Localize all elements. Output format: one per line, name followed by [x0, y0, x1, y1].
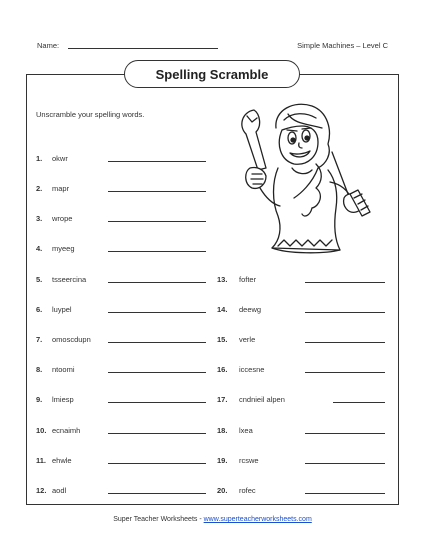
list-item	[217, 392, 387, 404]
item-number: 10.	[36, 426, 47, 435]
scrambled-word: ntoomi	[52, 365, 75, 374]
scrambled-word: mapr	[52, 184, 70, 193]
girl-with-wrench-and-screwdriver-icon	[232, 98, 382, 258]
answer-line[interactable]	[333, 402, 385, 403]
list-item	[217, 483, 387, 495]
answer-line[interactable]	[108, 251, 206, 252]
item-number: 4.	[36, 244, 43, 253]
scrambled-word: verle	[239, 335, 256, 344]
scrambled-word: rcswe	[239, 456, 259, 465]
answer-line[interactable]	[108, 312, 206, 313]
list-item	[36, 181, 208, 193]
scrambled-word: ehwle	[52, 456, 72, 465]
answer-line[interactable]	[305, 342, 385, 343]
list-item	[217, 302, 387, 314]
answer-line[interactable]	[305, 463, 385, 464]
list-item	[36, 151, 208, 163]
scrambled-word: luypel	[52, 305, 72, 314]
scrambled-word: lxea	[239, 426, 253, 435]
answer-line[interactable]	[108, 433, 206, 434]
item-number: 18.	[217, 426, 228, 435]
answer-line[interactable]	[305, 282, 385, 283]
worksheet-title: Spelling Scramble	[124, 60, 300, 88]
item-number: 3.	[36, 214, 43, 223]
answer-line[interactable]	[108, 463, 206, 464]
item-number: 1.	[36, 154, 43, 163]
scrambled-word: iccesne	[239, 365, 265, 374]
item-number: 20.	[217, 486, 228, 495]
item-number: 11.	[36, 456, 47, 465]
list-item	[36, 332, 208, 344]
answer-line[interactable]	[108, 191, 206, 192]
item-number: 16.	[217, 365, 228, 374]
footer-site-link[interactable]: www.superteacherworksheets.com	[203, 516, 312, 523]
item-number: 14.	[217, 305, 228, 314]
list-item	[217, 362, 387, 374]
list-item	[36, 453, 208, 465]
answer-line[interactable]	[108, 372, 206, 373]
scrambled-word: ecnaimh	[52, 426, 81, 435]
list-item	[36, 362, 208, 374]
list-item	[36, 211, 208, 223]
list-item	[36, 392, 208, 404]
answer-line[interactable]	[108, 221, 206, 222]
scrambled-word: wrope	[52, 214, 73, 223]
item-number: 9.	[36, 395, 43, 404]
answer-line[interactable]	[108, 282, 206, 283]
item-number: 17.	[217, 395, 228, 404]
item-number: 8.	[36, 365, 43, 374]
scrambled-word: cndnieil alpen	[239, 395, 285, 404]
scrambled-word: myeeg	[52, 244, 75, 253]
scrambled-word: aodl	[52, 486, 67, 495]
item-number: 12.	[36, 486, 47, 495]
scrambled-word: omoscdupn	[52, 335, 91, 344]
item-number: 6.	[36, 305, 43, 314]
list-item	[217, 453, 387, 465]
scrambled-word: fofter	[239, 275, 257, 284]
item-number: 19.	[217, 456, 228, 465]
list-item	[217, 423, 387, 435]
list-item	[36, 483, 208, 495]
name-write-line[interactable]	[68, 48, 218, 49]
answer-line[interactable]	[305, 312, 385, 313]
item-number: 15.	[217, 335, 228, 344]
list-item	[36, 302, 208, 314]
list-item	[36, 423, 208, 435]
answer-line[interactable]	[108, 342, 206, 343]
worksheet-subject: Simple Machines – Level C	[297, 41, 388, 50]
footer	[0, 516, 425, 523]
answer-line[interactable]	[305, 433, 385, 434]
scrambled-word: tsseercina	[52, 275, 87, 284]
list-item	[217, 272, 387, 284]
scrambled-word: deewg	[239, 305, 262, 314]
scrambled-word: rofec	[239, 486, 256, 495]
answer-line[interactable]	[108, 161, 206, 162]
name-label: Name:	[37, 41, 60, 50]
footer-credit: Super Teacher Worksheets -	[113, 516, 204, 523]
answer-line[interactable]	[305, 493, 385, 494]
list-item	[36, 272, 208, 284]
item-number: 7.	[36, 335, 43, 344]
instructions: Unscramble your spelling words.	[36, 110, 145, 119]
list-item	[217, 332, 387, 344]
item-number: 13.	[217, 275, 228, 284]
scrambled-word: lmiesp	[52, 395, 74, 404]
item-number: 2.	[36, 184, 43, 193]
answer-line[interactable]	[108, 402, 206, 403]
scrambled-word: okwr	[52, 154, 68, 163]
answer-line[interactable]	[108, 493, 206, 494]
list-item	[36, 241, 208, 253]
item-number: 5.	[36, 275, 43, 284]
answer-line[interactable]	[305, 372, 385, 373]
